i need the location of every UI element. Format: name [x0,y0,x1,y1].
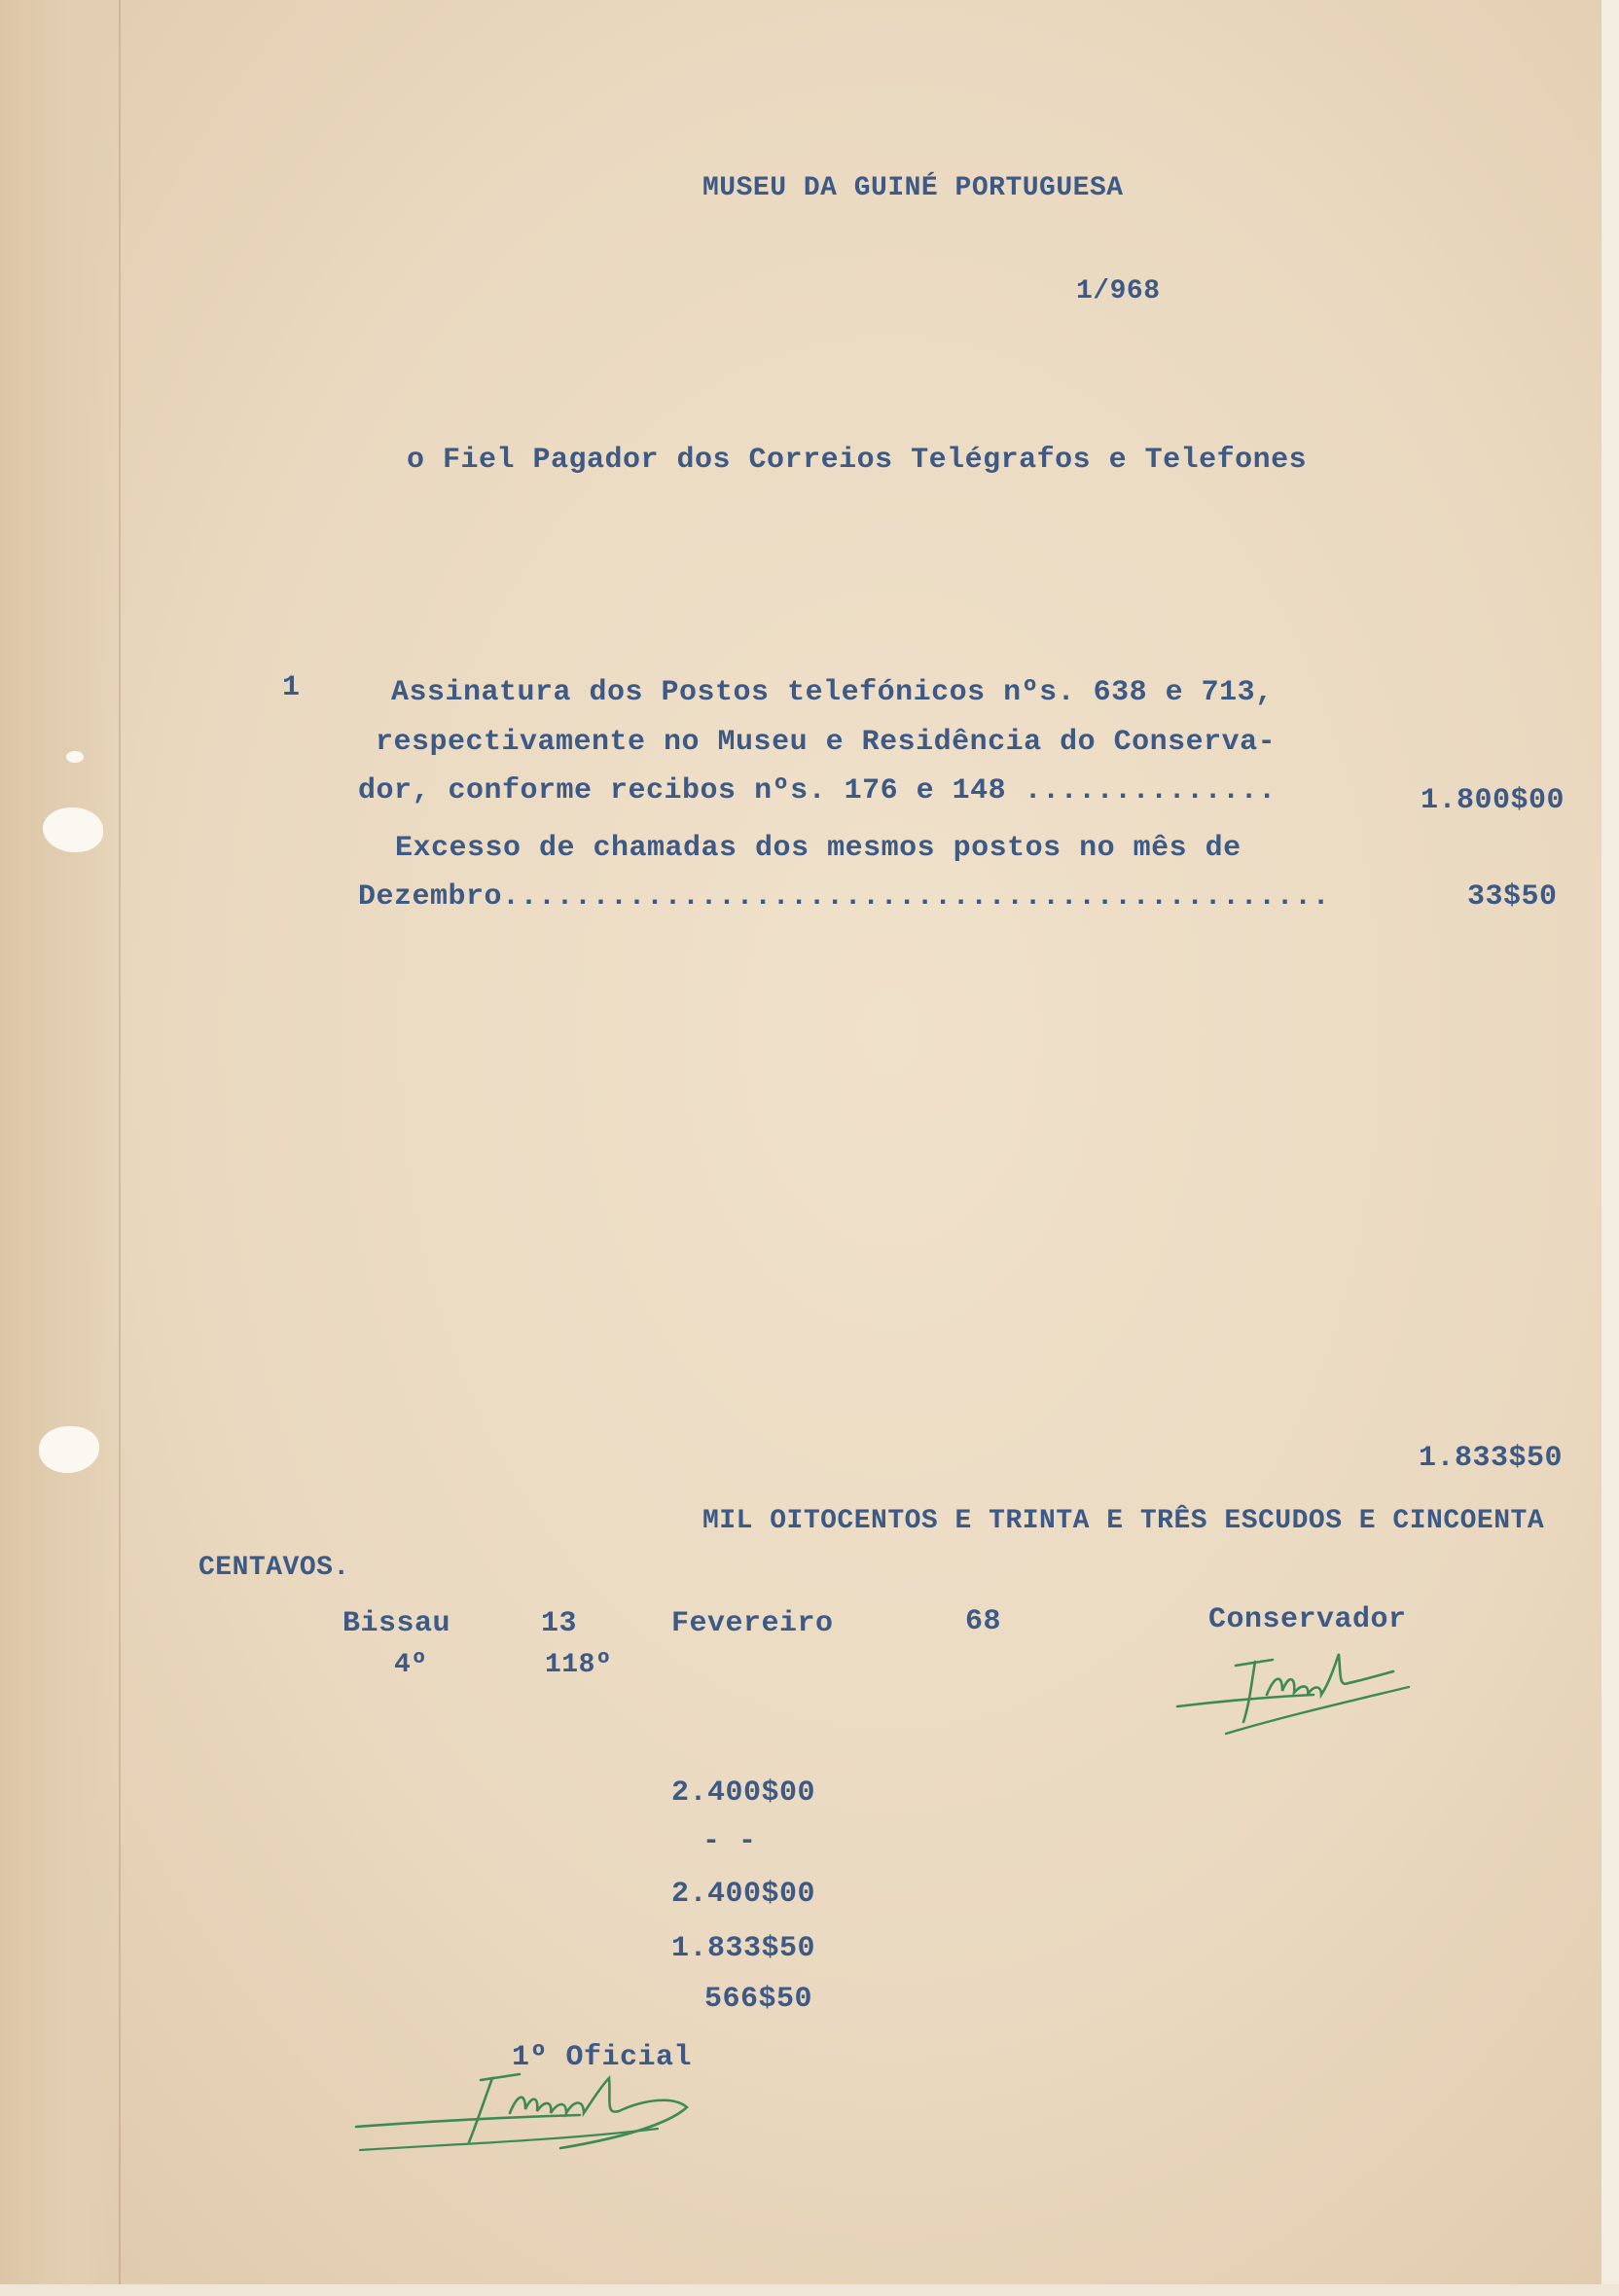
total-in-words-line-2: CENTAVOS. [198,1553,350,1583]
item-line-3: dor, conforme recibos nºs. 176 e 148 .............. [358,774,1277,807]
item-amount-1: 1.800$00 [1421,784,1565,817]
calc-value-5: 566$50 [704,1983,813,2016]
date-day: 13 [541,1607,578,1640]
addressee-line: o Fiel Pagador dos Correios Telégrafos e Telefones [407,444,1308,477]
official-title: 1º Oficial [512,2041,693,2074]
calc-value-3: 2.400$00 [671,1878,816,1911]
page-edge-right [1601,0,1619,2296]
total-amount: 1.833$50 [1419,1442,1564,1475]
page-fold-shading [0,0,125,2296]
page-edge-bottom [0,2284,1619,2296]
punch-hole-top [43,807,103,852]
reference-1: 4º [394,1650,428,1680]
total-in-words-line-1: MIL OITOCENTOS E TRINTA E TRÊS ESCUDOS E CINCOENTA [702,1506,1545,1536]
paper-tear [66,751,84,763]
calc-value-4: 1.833$50 [671,1932,816,1965]
item-line-2: respectivamente no Museu e Residência do Conserva- [376,726,1277,759]
date-place: Bissau [342,1607,451,1640]
item-line-1: Assinatura dos Postos telefónicos nºs. 638 e 713, [391,676,1274,709]
document-number: 1/968 [1076,276,1161,306]
item-line-5: Dezembro.............................................. [358,880,1331,914]
conservador-signature [1168,1627,1421,1753]
item-amount-2: 33$50 [1467,880,1558,914]
item-line-4: Excesso de chamadas dos mesmos postos no mês de [395,832,1241,865]
reference-2: 118º [545,1650,613,1680]
date-year: 68 [965,1605,1002,1638]
official-signature [346,2061,745,2168]
calc-value-2: - - [702,1825,757,1858]
signer-role: Conservador [1208,1603,1407,1636]
institution-title: MUSEU DA GUINÉ PORTUGUESA [702,173,1124,203]
page-fold-line [119,0,121,2296]
item-number: 1 [282,671,301,704]
calc-value-1: 2.400$00 [671,1776,816,1810]
date-month: Fevereiro [671,1607,834,1640]
